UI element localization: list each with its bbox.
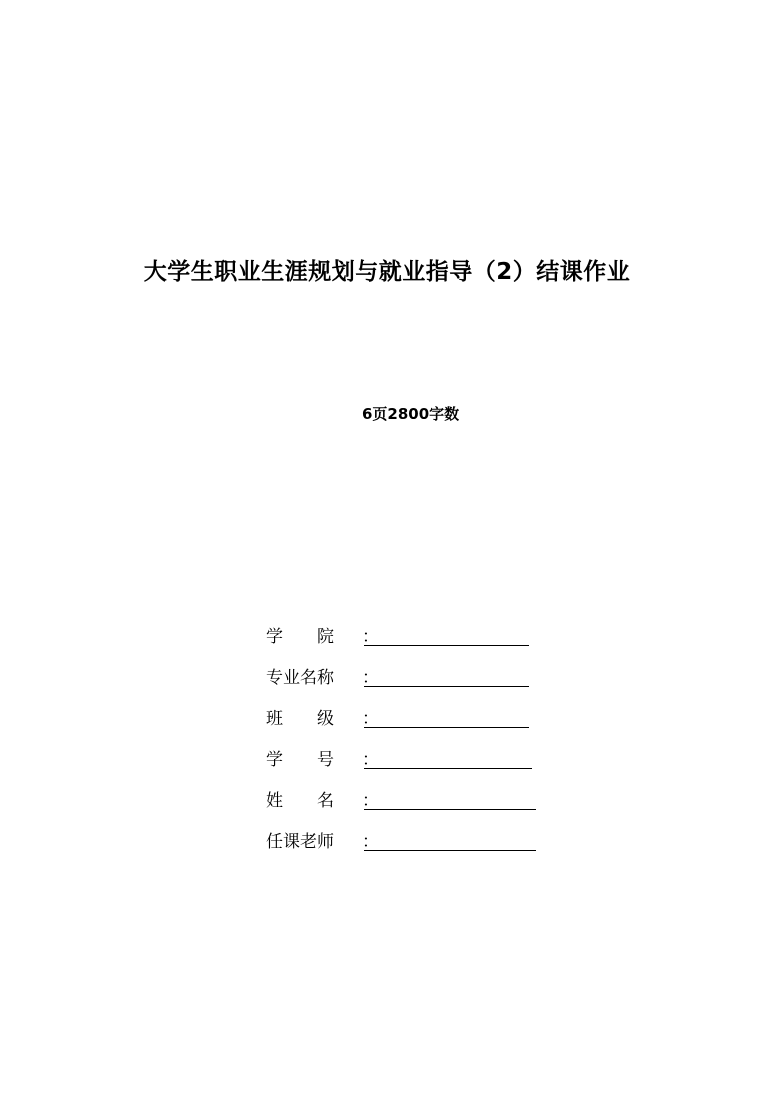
field-row-college: 学 院 ： <box>266 624 362 665</box>
field-row-name: 姓 名 ： <box>266 788 362 829</box>
field-row-teacher: 任课老师 ： <box>266 829 362 870</box>
field-blank-name[interactable] <box>364 809 536 810</box>
field-blank-class[interactable] <box>364 727 529 728</box>
info-fields <box>266 624 379 870</box>
field-blank-student-id[interactable] <box>364 768 532 769</box>
field-row-major: 专业名称 ： <box>266 665 362 706</box>
field-label-student-id: 学 号 <box>266 750 334 770</box>
field-blank-college[interactable] <box>364 645 529 646</box>
field-label-major: 专业名称 <box>266 668 334 688</box>
document-subtitle: 6页2800字数 <box>362 405 460 423</box>
document-title: 大学生职业生涯规划与就业指导（2）结课作业 <box>143 259 631 285</box>
field-blank-teacher[interactable] <box>364 850 536 851</box>
field-label-name: 姓 名 <box>266 791 334 811</box>
field-label-class: 班 级 <box>266 709 334 729</box>
field-label-teacher: 任课老师 <box>266 832 334 852</box>
field-label-college: 学 院 <box>266 627 334 647</box>
field-row-student-id: 学 号 ： <box>266 747 362 788</box>
field-row-class: 班 级 ： <box>266 706 362 747</box>
field-blank-major[interactable] <box>364 686 529 687</box>
